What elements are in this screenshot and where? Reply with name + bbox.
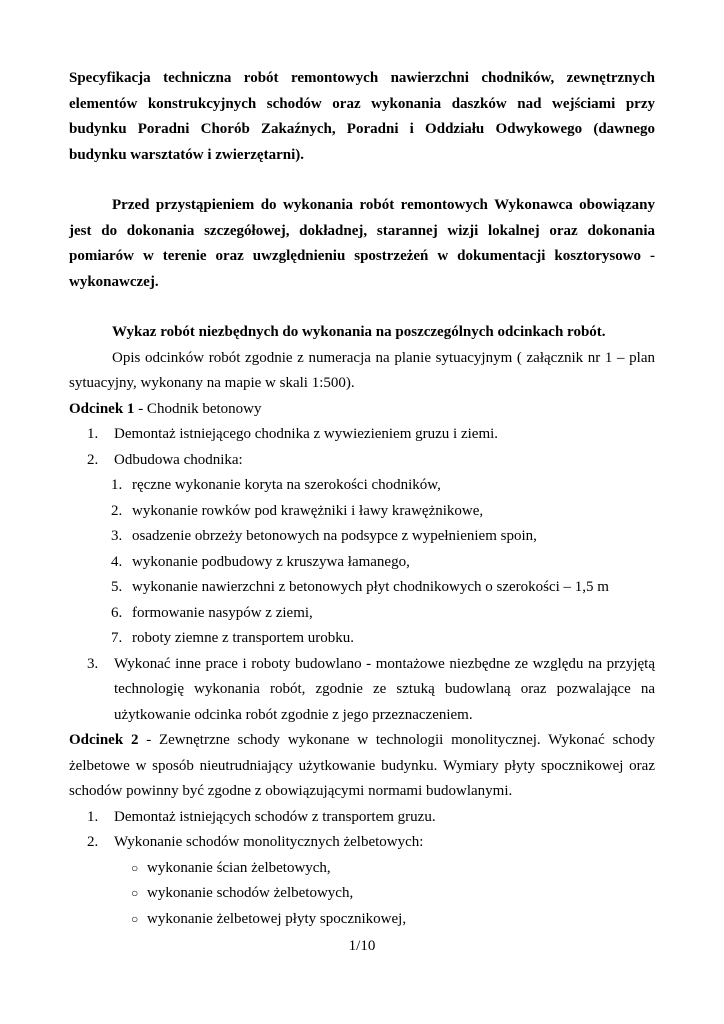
section-2-text: - Zewnętrzne schody wykonane w technologii monolitycznej. Wykonać schody żelbetowe w sposób nieutrudniający użytkowanie budynku. Wymiary płyty spocznikowej oraz schodów powinny być zgodne z obowiązującymi normami budowlanymi. xyxy=(69,732,655,799)
circle-bullet-icon: ○ xyxy=(131,860,139,875)
works-heading: Wykaz robót niezbędnych do wykonania na poszczególnych odcinkach robót. xyxy=(112,324,606,340)
list-item-text: ręczne wykonanie koryta na szerokości chodników, xyxy=(132,477,441,493)
page-number: 1/10 xyxy=(348,938,376,954)
sublist-container xyxy=(69,473,655,652)
sublist-item xyxy=(69,601,655,627)
bullet-item xyxy=(69,856,655,882)
section-1-list xyxy=(69,422,655,728)
section-1-heading xyxy=(69,397,655,423)
list-number: 1. xyxy=(111,477,123,493)
bullet-text: wykonanie żelbetowej płyty spocznikowej, xyxy=(147,910,407,927)
bullet-text: wykonanie schodów żelbetowych, xyxy=(147,885,354,901)
list-number: 7. xyxy=(111,630,123,646)
sublist-item xyxy=(69,473,655,499)
section-1-label: Odcinek 1 xyxy=(69,400,135,417)
works-description: Opis odcinków robót zgodnie z numeracja na planie sytuacyjnym ( załącznik nr 1 – plan sytuacyjny, wykonany na mapie w skali 1:500). xyxy=(69,349,655,391)
list-number: 1. xyxy=(87,426,99,442)
sublist-item xyxy=(69,575,655,601)
document-page xyxy=(69,66,655,932)
section-2-bullets xyxy=(69,856,655,933)
list-item-text: wykonanie rowków pod krawężniki i ławy krawężnikowe, xyxy=(132,502,484,519)
document-title: Specyfikacja techniczna robót remontowych nawierzchni chodników, zewnętrznych elementów konstrukcyjnych schodów oraz wykonania daszków nad wejściami przy budynku Poradni Chorób Zakaźnych, Poradni i Oddziału Odwykowego (dawnego budynku warsztatów i zwierzętarni). xyxy=(69,70,655,163)
list-item-text: Wykonać inne prace i roboty budowlano - montażowe niezbędne ze względu na przyjętą technologię wykonania robót, zgodnie ze sztuką budowlaną oraz pozwalające na użytkowanie odcinka robót zgodnie z jego przeznaczeniem. xyxy=(114,655,655,723)
sublist-item xyxy=(69,550,655,576)
list-item-text: osadzenie obrzeży betonowych na podsypce z wypełnieniem spoin, xyxy=(132,528,537,544)
list-item-text: roboty ziemne z transportem urobku. xyxy=(132,630,355,646)
list-item xyxy=(69,652,655,729)
section-1-title: - Chodnik betonowy xyxy=(134,400,262,417)
list-item-text: wykonanie podbudowy z kruszywa łamanego, xyxy=(132,553,410,570)
intro-paragraph: Przed przystąpieniem do wykonania robót remontowych Wykonawca obowiązany jest do dokonania szczegółowej, dokładnej, starannej wizji lokalnej oraz dokonania pomiarów w terenie oraz uwzględnieniu spostrzeżeń w dokumentacji kosztorysowo - wykonawczej. xyxy=(69,197,655,290)
list-number: 2. xyxy=(87,834,99,850)
list-item-text: Odbudowa chodnika: xyxy=(114,451,243,468)
list-item-text: wykonanie nawierzchni z betonowych płyt chodnikowych o szerokości – 1,5 m xyxy=(132,579,609,595)
list-number: 4. xyxy=(111,553,123,570)
sublist-item xyxy=(69,524,655,550)
circle-bullet-icon: ○ xyxy=(131,911,139,926)
list-item xyxy=(69,448,655,474)
bullet-item xyxy=(69,907,655,933)
bullet-item xyxy=(69,881,655,907)
section-2-paragraph xyxy=(69,728,655,805)
list-number: 2. xyxy=(111,502,123,519)
list-item-text: formowanie nasypów z ziemi, xyxy=(132,604,313,621)
list-number: 1. xyxy=(87,808,99,825)
list-number: 2. xyxy=(87,451,99,468)
list-item-text: Wykonanie schodów monolitycznych żelbetowych: xyxy=(114,834,424,850)
list-item-text: Demontaż istniejącego chodnika z wywiezieniem gruzu i ziemi. xyxy=(114,426,499,442)
bullet-text: wykonanie ścian żelbetowych, xyxy=(147,859,331,876)
section-1-sublist xyxy=(69,473,655,652)
list-item xyxy=(69,830,655,856)
section-2-label: Odcinek 2 xyxy=(69,732,139,748)
list-number: 6. xyxy=(111,604,123,621)
list-number: 3. xyxy=(111,528,123,544)
list-item xyxy=(69,422,655,448)
list-item xyxy=(69,805,655,831)
list-item-text: Demontaż istniejących schodów z transportem gruzu. xyxy=(114,808,436,825)
circle-bullet-icon: ○ xyxy=(131,886,139,900)
list-number: 5. xyxy=(111,579,123,595)
sublist-item xyxy=(69,499,655,525)
sublist-item xyxy=(69,626,655,652)
list-number: 3. xyxy=(87,655,99,672)
section-2-list xyxy=(69,805,655,856)
